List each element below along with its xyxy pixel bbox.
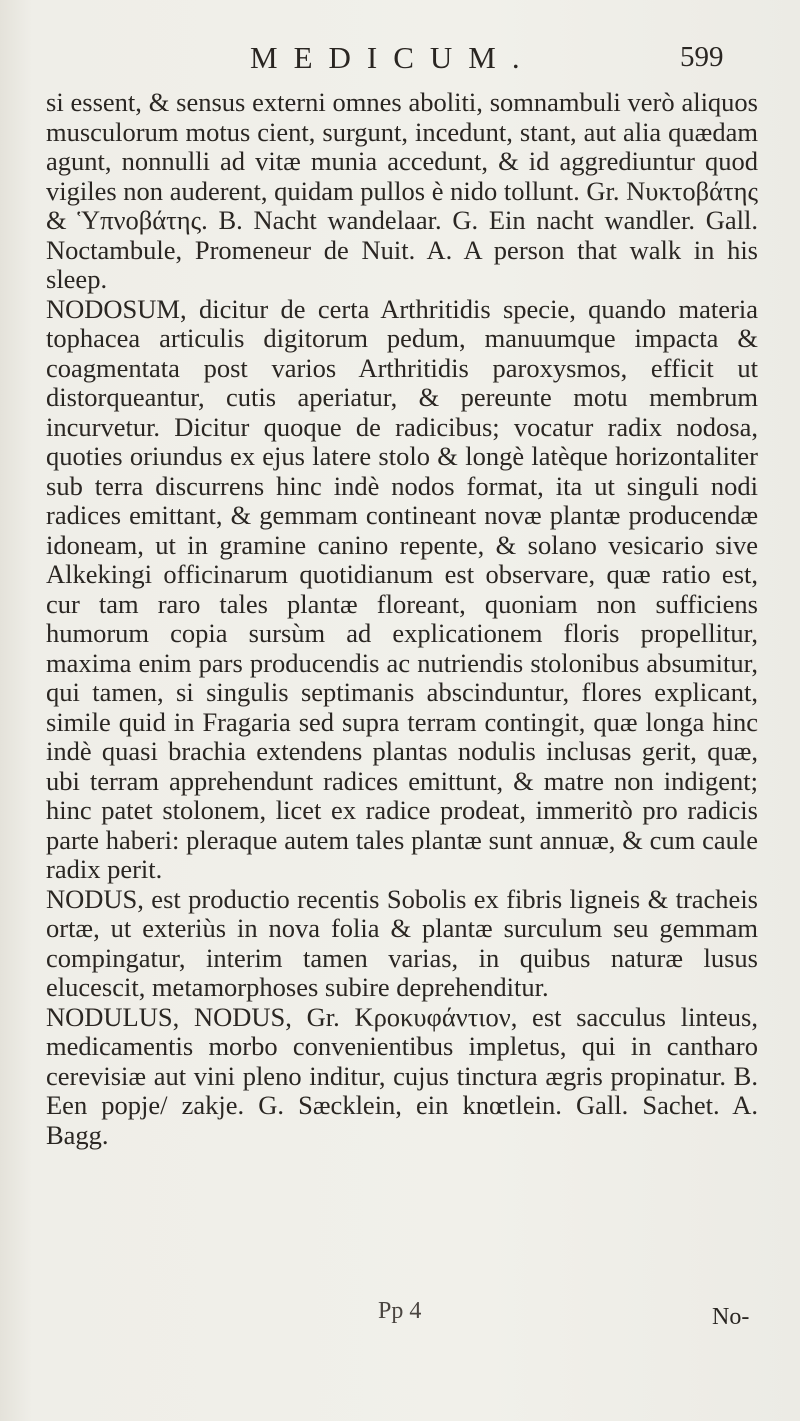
running-title: MEDICUM. [250,40,536,75]
paragraph-nodulus: NODULUS, NODUS, Gr. Κροκυφάντιον, est sacculus linteus, medicamentis morbo convenientibus impletus, qui in cantharo cerevisiæ aut vini pleno inditur, cujus tinctura ægris propinatur. B. Een popje/ zakje. G. Sæcklein, ein knœtlein. Gall. Sachet. A. Bagg. [46,1001,758,1150]
catchword: No- [712,1304,750,1330]
running-head [0,40,800,80]
paragraph-noctambulus: si essent, & sensus externi omnes aboliti, somnambuli verò aliquos musculorum motus cient, surgunt, incedunt, stant, aut alia quædam agunt, nonnulli ad vitæ munia accedunt, & id aggrediuntur quod vigiles non auderent, quidam pullos è nido tollunt. Gr. Νυκτοβάτης & Ὑπνοβάτης. B. Nacht wandelaar. G. Ein nacht wandler. Gall. Noctambule, Promeneur de Nuit. A. A person that walk in his sleep. [46,87,758,294]
body-text [46,88,758,1150]
signature-mark: Pp 4 [378,1298,422,1324]
page-footer [0,1298,800,1334]
paragraph-nodus: NODUS, est productio recentis Sobolis ex fibris ligneis & tracheis ortæ, ut exteriùs in nova folia & plantæ surculum seu gemmam compingatur, interim tamen varias, in quibus naturæ lusus elucescit, metamorphoses subire deprehenditur. [46,883,758,1002]
page-number: 599 [680,41,724,73]
paragraph-nodosum: NODOSUM, dicitur de certa Arthritidis specie, quando materia tophacea articulis digitorum pedum, manuumque impacta & coagmentata post varios Arthritidis paroxysmos, efficit ut distorqueantur, cutis aperiatur, & pereunte motu membrum incurvetur. Dicitur quoque de radicibus; vocatur radix nodosa, quoties oriundus ex ejus latere stolo & longè latèque horizontaliter sub terra discurrens hinc indè nodos format, ita ut singuli nodi radices emittant, & gemmam contineant novæ plantæ producendæ idoneam, ut in gramine canino repente, & solano vesicario sive Alkekingi officinarum quotidianum est observare, quæ ratio est, cur tam raro tales plantæ floreant, quoniam non sufficiens humorum copia sursùm ad explicationem floris propellitur, maxima enim pars producendis ac nutriendis stolonibus absumitur, qui tamen, si singulis septimanis abscinduntur, flores explicant, simile quid in Fragaria sed supra terram contingit, quæ longa hinc indè quasi brachia extendens plantas nodulis inclusas gerit, quæ, ubi terram apprehendunt radices emittunt, & matre non indigent; hinc patet stolonem, licet ex radice prodeat, immeritò pro radicis parte haberi: pleraque autem tales plantæ sunt annuæ, & cum caule radix perit. [46,293,758,884]
